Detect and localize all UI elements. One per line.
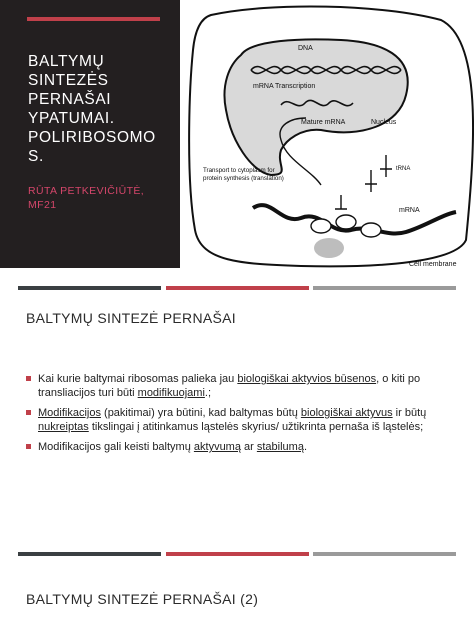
- divider-bar-dark-2: [18, 552, 161, 556]
- bullet-item: [26, 406, 451, 434]
- label-transport-1: Transport to cytoplasm for: [203, 167, 275, 174]
- bullet-item: [26, 440, 451, 454]
- label-transport-2: protein synthesis (translation): [203, 175, 284, 182]
- bullet-marker: [26, 444, 31, 449]
- bullet-text-segment: ar: [240, 441, 257, 453]
- bullet-text-segment: ir būtų: [392, 407, 427, 419]
- label-mature-mrna: Mature mRNA: [301, 119, 346, 126]
- divider-bar-gray: [313, 286, 456, 290]
- label-mrna: mRNA: [399, 207, 420, 214]
- slide2-title: BALTYMŲ SINTEZĖ PERNAŠAI: [26, 310, 236, 326]
- protein-synthesis-diagram: [181, 0, 474, 268]
- underlined-term: nukreiptas: [38, 421, 89, 433]
- label-nucleus: Nucleus: [371, 119, 397, 126]
- bullet-text-segment: Modifikacijos gali keisti baltymų: [38, 441, 194, 453]
- bullet-item: [26, 372, 451, 400]
- underlined-term: biologiškai aktyvus: [300, 407, 393, 419]
- bullet-marker: [26, 410, 31, 415]
- accent-bar: [27, 17, 160, 21]
- bullet-text-segment: tikslingai į atitinkamus ląstelės skyrius/ užtikrinta pernaša iš ląstelės;: [88, 421, 424, 433]
- divider-bar-red-2: [166, 552, 309, 556]
- underlined-term: modifikuojami: [137, 387, 205, 399]
- divider-bar-dark: [18, 286, 161, 290]
- title-slide: [0, 0, 474, 268]
- label-mrna-transcription: mRNA Transcription: [253, 83, 316, 90]
- bullet-text: [38, 407, 426, 433]
- bullet-text: [38, 441, 307, 453]
- underlined-term: Modifikacijos: [38, 407, 101, 419]
- bullet-text: [38, 373, 420, 399]
- bullet-text-segment: .: [303, 441, 308, 453]
- divider-bar-gray-2: [313, 552, 456, 556]
- title-panel: [0, 0, 180, 268]
- bullet-text-segment: .;: [204, 387, 212, 399]
- divider-bar-red: [166, 286, 309, 290]
- label-cell-membrane: Cell membrane: [409, 261, 457, 268]
- bullet-list: [26, 372, 451, 460]
- slide3-title: BALTYMŲ SINTEZĖ PERNAŠAI (2): [26, 591, 259, 607]
- membrane-shadow: [314, 238, 344, 258]
- underlined-term: aktyvumą: [193, 441, 241, 453]
- slide-title: BALTYMŲ SINTEZĖS PERNAŠAI YPATUMAI. POLIRIBOSOMO S.: [28, 53, 156, 165]
- trna-molecules: [335, 155, 392, 209]
- author-name: RŪTA PETKEVIČIŪTĖ, MF21: [28, 185, 145, 211]
- bullet-text-segment: (pakitimai) yra būtini, kad baltymas būtų: [100, 407, 301, 419]
- underlined-term: biologiškai aktyvios būsenos: [237, 373, 377, 385]
- label-dna: DNA: [298, 45, 313, 52]
- nucleus-shape: [224, 39, 407, 175]
- bullet-text-segment: , o kiti po transliacijos turi būti: [38, 373, 421, 399]
- bullet-text-segment: Kai kurie baltymai ribosomas palieka jau: [38, 373, 238, 385]
- underlined-term: stabilumą: [256, 441, 304, 453]
- bullet-marker: [26, 376, 31, 381]
- label-trna: tRNA: [396, 166, 411, 172]
